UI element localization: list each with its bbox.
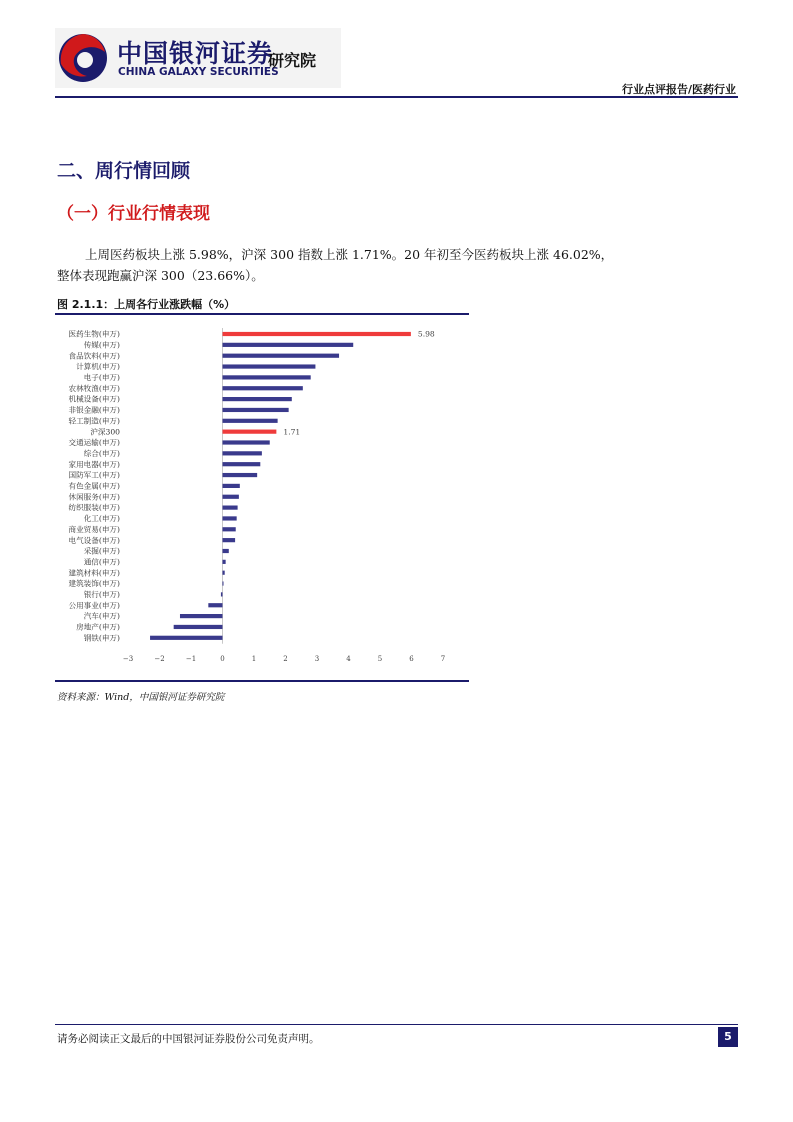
bar-2 <box>223 354 340 358</box>
bar-5 <box>223 386 303 390</box>
category-label-28: 钢铁(申万) <box>83 633 120 643</box>
bar-10 <box>223 440 270 444</box>
x-tick-label-1: −2 <box>154 654 165 663</box>
footer-disclaimer: 请务必阅读正文最后的中国银河证券股份公司免责声明。 <box>57 1033 320 1045</box>
bar-15 <box>223 495 239 499</box>
bar-3 <box>223 364 316 368</box>
bar-9 <box>223 430 277 434</box>
paragraph-line-1: 上周医药板块上涨 5.98%，沪深 300 指数上涨 1.71%。20 年初至今医药板块上涨 46.02%， <box>85 247 614 262</box>
bar-4 <box>223 375 311 379</box>
bar-22 <box>223 571 225 575</box>
category-label-14: 有色金属(申万) <box>68 481 120 491</box>
figure-top-rule <box>55 313 469 315</box>
bar-23 <box>223 581 224 585</box>
x-tick-label-7: 4 <box>346 654 351 663</box>
category-label-24: 银行(申万) <box>83 590 120 599</box>
category-label-5: 农林牧渔(申万) <box>68 383 120 393</box>
x-tick-label-0: −3 <box>122 654 134 663</box>
footer-divider <box>55 1024 738 1025</box>
x-tick-label-8: 5 <box>377 654 383 663</box>
logo-institute: 研究院 <box>268 51 317 70</box>
bar-12 <box>223 462 261 466</box>
figure-bottom-rule <box>55 680 469 682</box>
bar-27 <box>174 625 223 629</box>
bar-6 <box>223 397 292 401</box>
category-label-17: 化工(申万) <box>83 514 120 524</box>
category-label-6: 机械设备(申万) <box>68 394 120 404</box>
category-label-10: 交通运输(申万) <box>68 438 120 448</box>
bar-17 <box>223 516 237 520</box>
category-label-7: 非银金融(申万) <box>68 405 120 415</box>
category-label-9: 沪深300 <box>90 427 120 437</box>
bar-8 <box>223 419 278 423</box>
header-divider <box>55 96 738 98</box>
category-label-22: 建筑材料(申万) <box>68 568 120 578</box>
category-label-4: 电子(申万) <box>83 373 120 382</box>
bar-1 <box>223 343 354 347</box>
data-label-9: 1.71 <box>283 427 301 437</box>
category-label-25: 公用事业(申万) <box>68 600 120 610</box>
bar-16 <box>223 506 238 510</box>
category-label-26: 汽车(申万) <box>83 611 120 621</box>
bar-26 <box>180 614 223 618</box>
category-label-16: 纺织服装(申万) <box>68 503 120 513</box>
bar-19 <box>223 538 236 542</box>
industry-returns-chart <box>55 318 469 678</box>
category-label-27: 房地产(申万) <box>76 622 120 632</box>
category-label-11: 综合(申万) <box>83 448 120 458</box>
bar-14 <box>223 484 240 488</box>
bar-28 <box>150 636 222 640</box>
bar-21 <box>223 560 226 564</box>
x-tick-label-4: 1 <box>251 654 257 663</box>
bar-25 <box>208 603 222 607</box>
category-label-20: 采掘(申万) <box>83 546 120 556</box>
category-label-12: 家用电器(申万) <box>68 459 120 469</box>
category-label-3: 计算机(申万) <box>76 362 120 372</box>
category-label-19: 电气设备(申万) <box>68 535 120 545</box>
bar-20 <box>223 549 229 553</box>
category-label-13: 国防军工(申万) <box>68 470 120 480</box>
report-type: 行业点评报告/医药行业 <box>621 83 736 96</box>
sub-section-title: （一）行业行情表现 <box>57 204 210 224</box>
page-number: 5 <box>718 1027 738 1047</box>
x-tick-label-3: 0 <box>220 654 225 663</box>
category-label-18: 商业贸易(申万) <box>68 524 120 534</box>
logo-text-cn: 中国银河证券 <box>117 39 274 68</box>
category-label-1: 传媒(申万) <box>83 340 120 350</box>
category-label-0: 医药生物(申万) <box>68 329 120 339</box>
bar-11 <box>223 451 262 455</box>
bar-18 <box>223 527 236 531</box>
bar-7 <box>223 408 289 412</box>
x-tick-label-10: 7 <box>440 654 446 663</box>
category-label-8: 轻工制造(申万) <box>68 416 120 426</box>
bar-0 <box>223 332 411 336</box>
source-note: 资料来源：Wind，中国银河证券研究院 <box>57 692 225 703</box>
company-logo <box>55 28 341 88</box>
category-label-23: 建筑装饰(申万) <box>68 579 120 589</box>
category-label-2: 食品饮料(申万) <box>68 351 120 361</box>
paragraph-line-2: 整体表现跑赢沪深 300（23.66%）。 <box>57 268 264 283</box>
x-tick-label-5: 2 <box>283 654 288 663</box>
figure-caption: 图 2.1.1：上周各行业涨跌幅（%） <box>57 298 236 311</box>
x-tick-label-9: 6 <box>409 654 414 663</box>
section-title: 二、周行情回顾 <box>57 160 191 182</box>
galaxy-swirl-icon <box>55 30 111 86</box>
bar-24 <box>221 592 223 596</box>
category-label-21: 通信(申万) <box>83 557 120 567</box>
data-label-0: 5.98 <box>417 329 435 339</box>
x-tick-label-6: 3 <box>314 654 320 663</box>
logo-text-en: CHINA GALAXY SECURITIES <box>118 66 279 78</box>
category-label-15: 休闲服务(申万) <box>68 492 120 502</box>
x-tick-label-2: −1 <box>185 654 197 663</box>
bar-13 <box>223 473 258 477</box>
